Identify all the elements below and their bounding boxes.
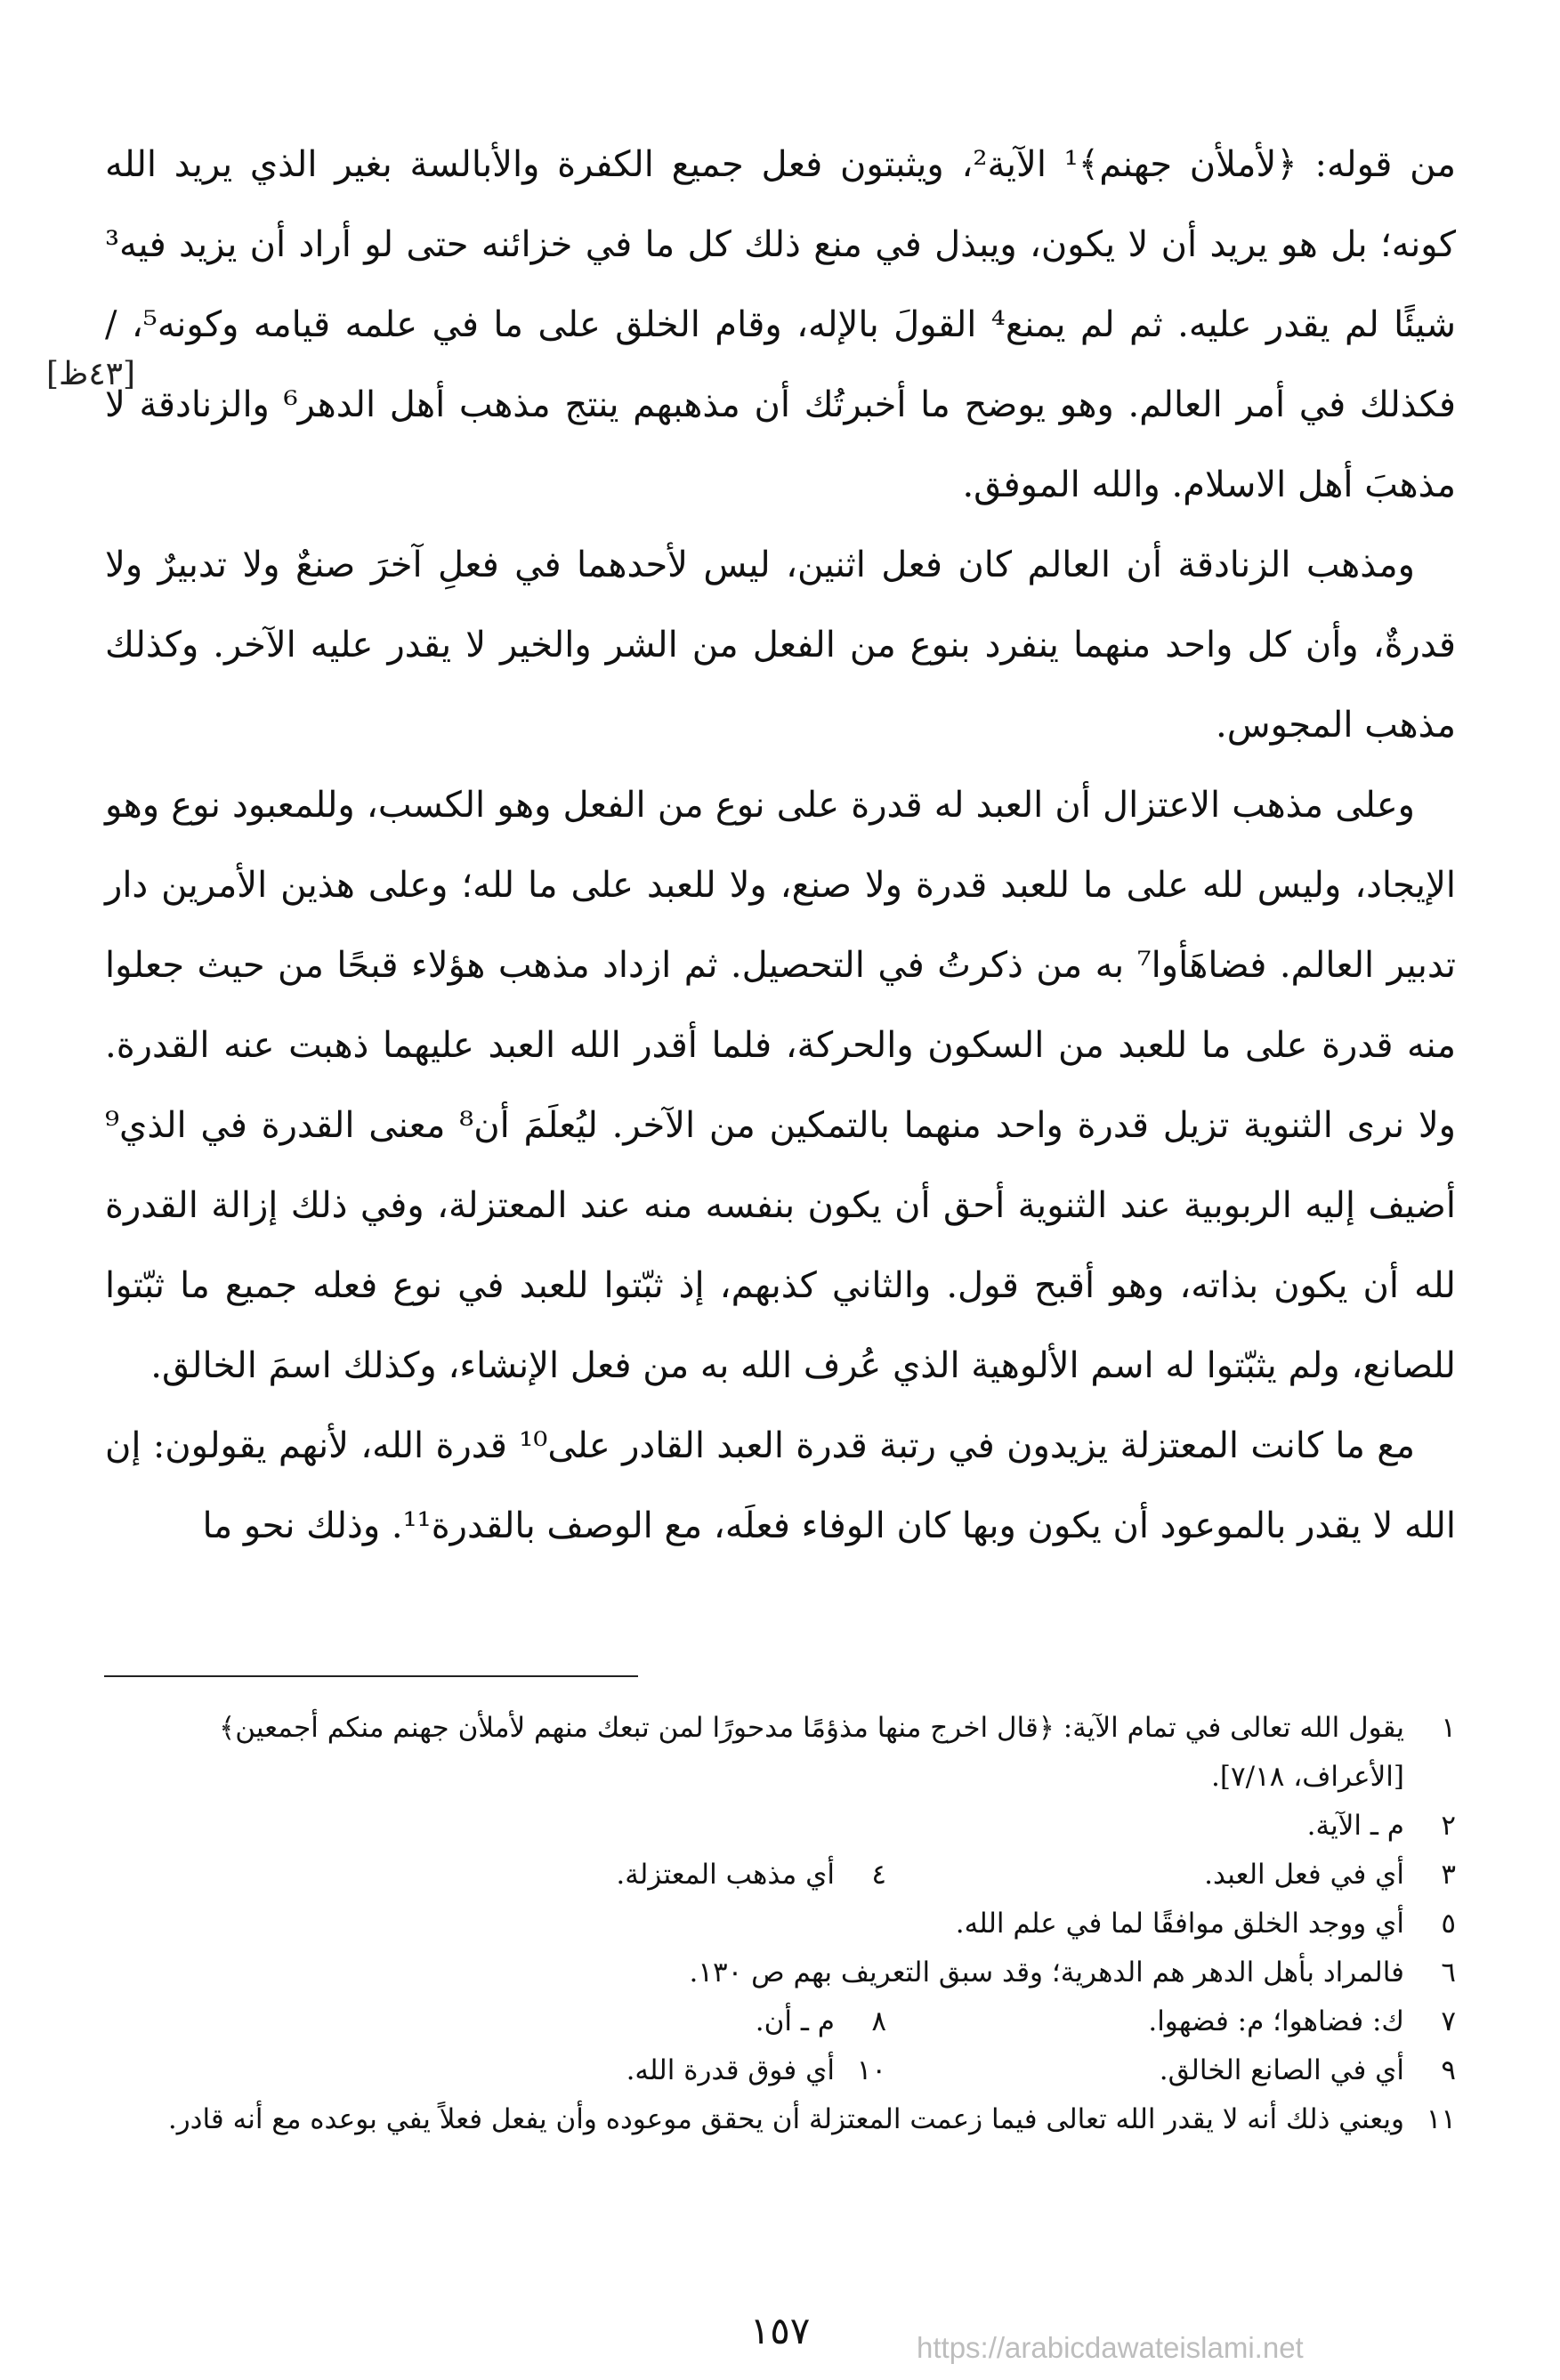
footnote-separator [104,1675,638,1677]
main-text [105,125,1456,1566]
footnote-number: ٤ [871,1859,886,1891]
footnote-number: ١ [1441,1712,1456,1744]
footnote-text: يقول الله تعالى في تمام الآية: ﴿قال اخرج منها مذؤمًا مدحورًا لمن تبعك منهم لأملأن جهنم منكم أجمعين﴾ [الأعراف، ٧/١٨]. [219,1712,1404,1793]
footnote-row-7-8 [105,1997,1456,2046]
footnote-text: أي فوق قدرة الله. [626,2054,835,2086]
footnote-6 [105,1948,1456,1997]
footnote-5 [105,1900,1456,1948]
footnote-row-3-4 [105,1851,1456,1900]
footnote-text: ويعني ذلك أنه لا يقدر الله تعالى فيما زعمت المعتزلة أن يحقق موعوده وأن يفعل فعلاً يفي بوعده مع أنه قادر. [167,2103,1404,2135]
footnote-text: أي مذهب المعتزلة. [616,1859,835,1891]
footnote-9 [886,2046,1456,2095]
footnote-2 [105,1802,1456,1851]
footnote-number: ٧ [1441,2005,1456,2037]
paragraph-1: من قوله: ﴿لأملأن جهنم﴾¹ الآية²، ويثبتون فعل جميع الكفرة والأبالسة بغير الذي يريد الله كونه؛ بل هو يريد أن لا يكون، ويبذل في منع ذلك كل ما في خزائنه حتى لو أراد أن يزيد فيه³ شيئًا لم يقدر عليه. ثم لم يمنع⁴ القولَ بالإله، وقام الخلق على ما في علمه قيامه وكونه⁵، / فكذلك في أمر العالم. وهو يوضح ما أخبرتُك أن مذهبهم ينتج مذهب أهل الدهر⁶ والزنادقة لا مذهبَ أهل الاسلام. والله الموفق. [105,144,1457,505]
footnote-text: أي في الصانع الخالق. [1159,2054,1404,2086]
watermark-url: https://arabicdawateislami.net [917,2331,1304,2364]
footnote-text: فالمراد بأهل الدهر هم الدهرية؛ وقد سبق التعريف بهم ص ١٣٠. [689,1956,1404,1989]
footnotes [105,1704,1456,2144]
footnote-number: ١٠ [856,2054,886,2086]
footnote-text: أي ووجد الخلق موافقًا لما في علم الله. [955,1908,1404,1940]
footnote-text: ك: فضاهوا؛ م: فضهوا. [1148,2005,1404,2037]
paragraph-3: وعلى مذهب الاعتزال أن العبد له قدرة على نوع من الفعل وهو الكسب، وللمعبود نوع وهو الإيجاد، وليس لله على ما للعبد قدرة ولا صنع، ولا للعبد على ما لله؛ وعلى هذين الأمرين دار تدبير العالم. فضاهَأوا⁷ به من ذكرتُ في التحصيل. ثم ازداد مذهب هؤلاء قبحًا من حيث جعلوا منه قدرة على ما للعبد من السكون والحركة، فلما أقدر الله العبد عليهما ذهبت عنه القدرة. ولا نرى الثنوية تزيل قدرة واحد منهما بالتمكين من الآخر. ليُعلَمَ أن⁸ معنى القدرة في الذي⁹ أضيف إليه الربوبية عند الثنوية أحق أن يكون بنفسه منه عند المعتزلة، وفي ذلك إزالة القدرة لله أن يكون بذاته، وهو أقبح قول. والثاني كذبهم، إذ ثبّتوا للعبد في نوع فعله جميع ما ثبّتوا للصانع، ولم يثبّتوا له اسم الألوهية الذي عُرف الله به من فعل الإنشاء، وكذلك اسمَ الخالق. [105,785,1457,1386]
footnote-1 [105,1704,1456,1802]
paragraph-4: مع ما كانت المعتزلة يزيدون في رتبة قدرة العبد القادر على¹⁰ قدرة الله، لأنهم يقولون: إن الله لا يقدر بالموعود أن يكون وبها كان الوفاء فعلَه، مع الوصف بالقدرة¹¹. وذلك نحو ما [105,1425,1456,1546]
manuscript-folio-reference: [٤٣ظ] [46,356,136,392]
footnote-number: ٦ [1441,1956,1456,1989]
footnote-3 [886,1851,1456,1900]
footnote-number: ١١ [1426,2103,1456,2135]
footnote-8 [317,1997,886,2046]
footnote-number: ٩ [1441,2054,1456,2086]
footnote-10 [317,2046,886,2095]
footnote-text: م ـ الآية. [1306,1810,1404,1842]
footnote-4 [317,1851,886,1900]
footnote-text: أي في فعل العبد. [1204,1859,1404,1891]
page-number: ١٥٧ [749,2309,811,2352]
footnote-7 [886,1997,1456,2046]
footnote-row-9-10 [105,2046,1456,2095]
footnote-number: ٣ [1441,1859,1456,1891]
footnote-text: م ـ أن. [755,2005,835,2037]
footnote-11 [105,2095,1456,2144]
footnote-number: ٨ [871,2005,886,2037]
footnote-number: ٢ [1441,1810,1456,1842]
paragraph-2: ومذهب الزنادقة أن العالم كان فعل اثنين، ليس لأحدهما في فعلِ آخرَ صنعٌ ولا تدبيرٌ ولا قدرةٌ، وأن كل واحد منهما ينفرد بنوع من الفعل من الشر والخير لا يقدر عليه الآخر. وكذلك مذهب المجوس. [105,545,1456,746]
footnote-number: ٥ [1441,1908,1456,1940]
